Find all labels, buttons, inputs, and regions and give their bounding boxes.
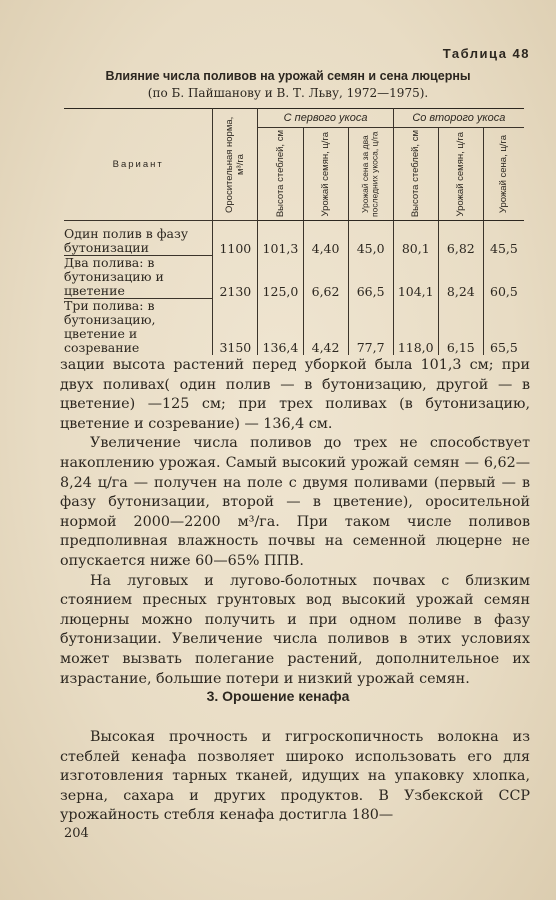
cell-g2-height: 80,1 [393, 221, 438, 256]
cell-g1-height: 136,4 [258, 299, 303, 356]
cell-g2-hay: 60,5 [483, 256, 524, 299]
cell-g1-hay: 66,5 [348, 256, 393, 299]
cell-norm: 3150 [213, 299, 258, 356]
header-norm [213, 109, 258, 221]
cell-g1-height: 125,0 [258, 256, 303, 299]
header-g2-seeds-text: Урожай семян, ц/га [455, 131, 467, 217]
cell-g2-seeds: 6,82 [438, 221, 483, 256]
table-label: Таблица 48 [442, 46, 530, 61]
cell-g2-seeds: 8,24 [438, 256, 483, 299]
cell-g1-seeds: 6,62 [303, 256, 348, 299]
cell-g2-height: 118,0 [393, 299, 438, 356]
row-variant: Один полив в фазу бутонизации [64, 221, 213, 256]
cell-g1-hay: 77,7 [348, 299, 393, 356]
header-g2-height [393, 128, 438, 221]
header-norm-text: Оросительная норма, м³/га [224, 116, 247, 213]
data-table [64, 108, 524, 355]
cell-norm: 2130 [213, 256, 258, 299]
paragraph: Увеличение числа поливов до трех не способствует накоплению урожая. Самый высокий урожай семян — 6,62—8,24 ц/га — получен на поле с двумя поливами (первый — в фазу бутонизации, второй — в цветение), оросительной нормой 2000—2200 м³/га. При таком числе поливов предполивная влажность почвы на семенной люцерне не опускается ниже 60—65% ППВ. [60, 435, 530, 569]
body-text-2 [60, 728, 530, 826]
header-g2-hay-text: Урожай сена, ц/га [498, 134, 510, 214]
cell-g2-seeds: 6,15 [438, 299, 483, 356]
header-g2-seeds [438, 128, 483, 221]
cell-g1-height: 101,3 [258, 221, 303, 256]
cell-g1-seeds: 4,42 [303, 299, 348, 356]
body-text [60, 356, 530, 689]
header-g2-height-text: Высота стеблей, см [410, 130, 422, 218]
table-source: (по Б. Пайшанову и В. Т. Льву, 1972—1975). [147, 86, 429, 100]
table-row [64, 299, 524, 356]
header-g1-height [258, 128, 303, 221]
header-g1-hay-text: Урожай сена за два последних укоса, ц/га [360, 131, 380, 217]
cell-g2-hay: 45,5 [483, 221, 524, 256]
header-second-cut: Со второго укоса [393, 109, 524, 128]
header-g2-hay [483, 128, 524, 221]
paragraph: зации высота растений перед уборкой была 101,3 см; при двух поливах( один полив — в бутонизацию, другой — в цветение) —125 см; при трех поливах (в бутонизацию, цветение и созревание) — 136,4 см. [60, 357, 530, 432]
table-row [64, 256, 524, 299]
header-g1-seeds-text: Урожай семян, ц/га [320, 131, 332, 217]
header-g1-height-text: Высота стеблей, см [274, 130, 286, 218]
row-variant: Три полива: в бутонизацию, цветение и созревание [64, 299, 213, 356]
page-number: 204 [64, 826, 89, 841]
header-variant: Вариант [64, 109, 213, 221]
cell-g1-hay: 45,0 [348, 221, 393, 256]
row-variant: Два полива: в бутонизацию и цветение [64, 256, 213, 299]
cell-norm: 1100 [213, 221, 258, 256]
header-g1-hay [348, 128, 393, 221]
table-caption [60, 68, 516, 102]
table-row [64, 221, 524, 256]
table-title: Влияние числа поливов на урожай семян и сена люцерны [105, 69, 471, 83]
cell-g1-seeds: 4,40 [303, 221, 348, 256]
header-g1-seeds [303, 128, 348, 221]
paragraph: Высокая прочность и гигроскопичность волокна из стеблей кенафа позволяет широко использовать его для изготовления тарных тканей, идущих на упаковку хлопка, зерна, сахара и других продуктов. В Узбекской ССР урожайность стебля кенафа достигла 180— [60, 729, 530, 824]
paragraph: На луговых и лугово-болотных почвах с близким стоянием пресных грунтовых вод высокий урожай семян люцерны можно получить и при одном поливе в фазу бутонизации. Увеличение числа поливов в этих условиях может вызвать полегание растений, дополнительное их израстание, большие потери и низкий урожай семян. [60, 572, 530, 687]
section-heading: 3. Орошение кенафа [206, 688, 350, 704]
cell-g2-height: 104,1 [393, 256, 438, 299]
header-first-cut: С первого укоса [258, 109, 393, 128]
cell-g2-hay: 65,5 [483, 299, 524, 356]
